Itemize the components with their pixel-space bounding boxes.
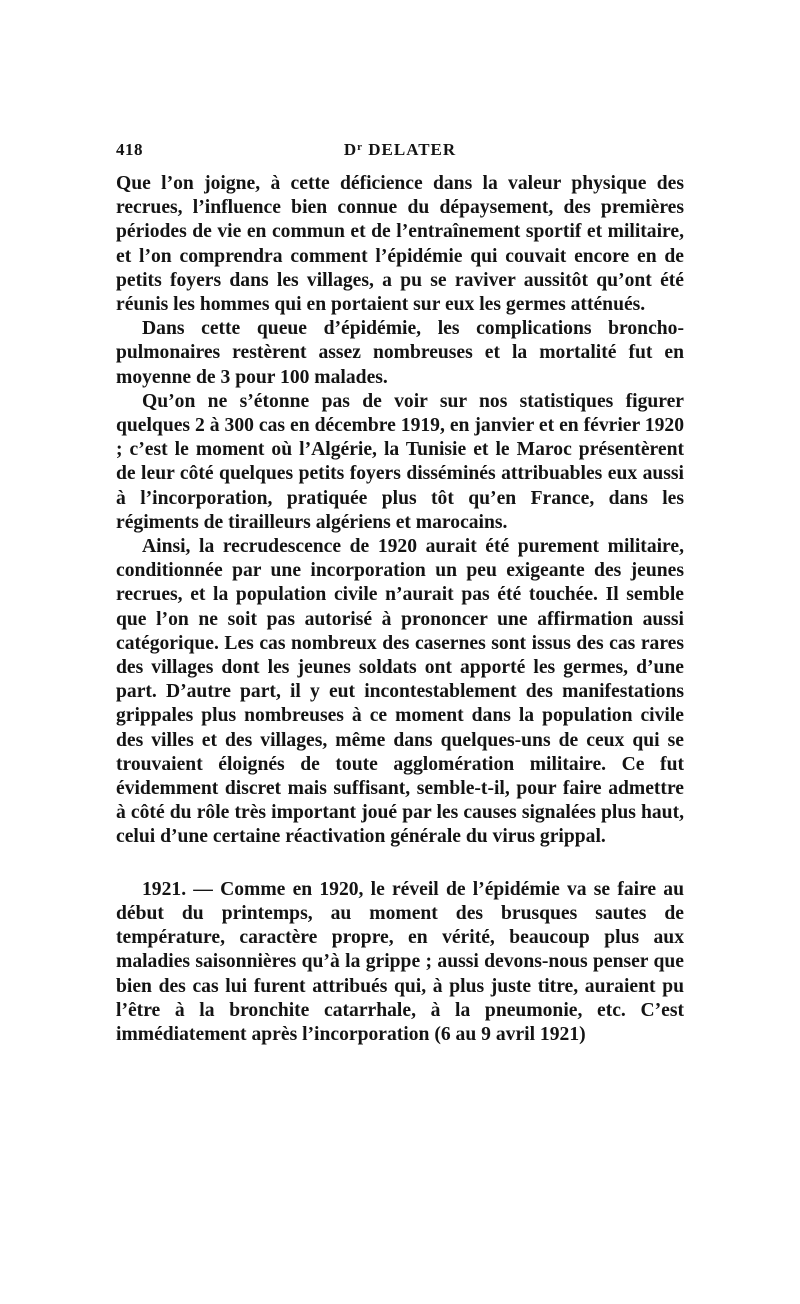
author-prefix: D (343, 140, 358, 159)
page-number: 418 (116, 140, 143, 159)
section-year-heading: 1921. (142, 878, 187, 900)
paragraph: Qu’on ne s’étonne pas de voir sur nos statistiques figurer quelques 2 à 300 cas en décembre 1919, en janvier et en février 1920 ; c’est le moment où l’Algérie, la Tunisie et le Maroc présentèrent de leur côté quelques petits foyers disséminés attribuables eux aussi à l’incorporation, pratiquée plus tôt qu’en France, dans les régiments de tirailleurs algériens et marocains. (116, 390, 684, 533)
section-1921-paragraph (116, 878, 684, 1047)
author-prefix-superscript: r (357, 141, 363, 153)
paragraph: Ainsi, la recrudescence de 1920 aurait été purement militaire, conditionnée par une incorporation un peu exigeante des jeunes recrues, et la population civile n’aurait pas été touchée. Il semble que l’on ne soit pas autorisé à prononcer une affirmation aussi catégorique. Les cas nombreux des casernes sont issus des cas rares des villages dont les jeunes soldats ont apporté les germes, d’une part. D’autre part, il y eut incontestablement des manifestations grippales plus nombreuses à ce moment dans la population civile des villes et des villages, même dans quelques-uns de ceux qui se trouvaient éloignés de toute agglomération militaire. Ce fut évidemment discret mais suffisant, semble-t-il, pour faire admettre à côté du rôle très important joué par les causes signalées plus haut, celui d’une certaine réactivation générale du virus grippal. (116, 536, 684, 848)
section-1921-text: — Comme en 1920, le réveil de l’épidémie va se faire au début du printemps, au moment des brusques sautes de température, caractère propre, en vérité, beaucoup plus aux maladies saisonnières qu’à la grippe ; aussi devons-nous penser que bien des cas lui furent attribués qui, à plus juste titre, auraient pu l’être à la bronchite catarrhale, à la pneumonie, etc. C’est immédiatement après l’incorporation (6 au 9 avril 1921) (116, 878, 684, 1045)
paragraph: Dans cette queue d’épidémie, les complications broncho-pulmonaires restèrent assez nombreuses et la mortalité fut en moyenne de 3 pour 100 malades. (116, 318, 684, 388)
page-header (116, 140, 684, 164)
author-name: DELATER (362, 140, 457, 159)
running-head-author (116, 140, 684, 160)
body-text (116, 172, 684, 1047)
paragraph: Que l’on joigne, à cette déficience dans la valeur physique des recrues, l’influence bien connue du dépaysement, des premières périodes de vie en commun et de l’entraînement sportif et militaire, et l’on comprendra comment l’épidémie qui couvait encore en de petits foyers dans les villages, a pu se raviver aussitôt qu’ont été réunis les hommes qui en portaient sur eux les germes atténués. (116, 173, 684, 316)
